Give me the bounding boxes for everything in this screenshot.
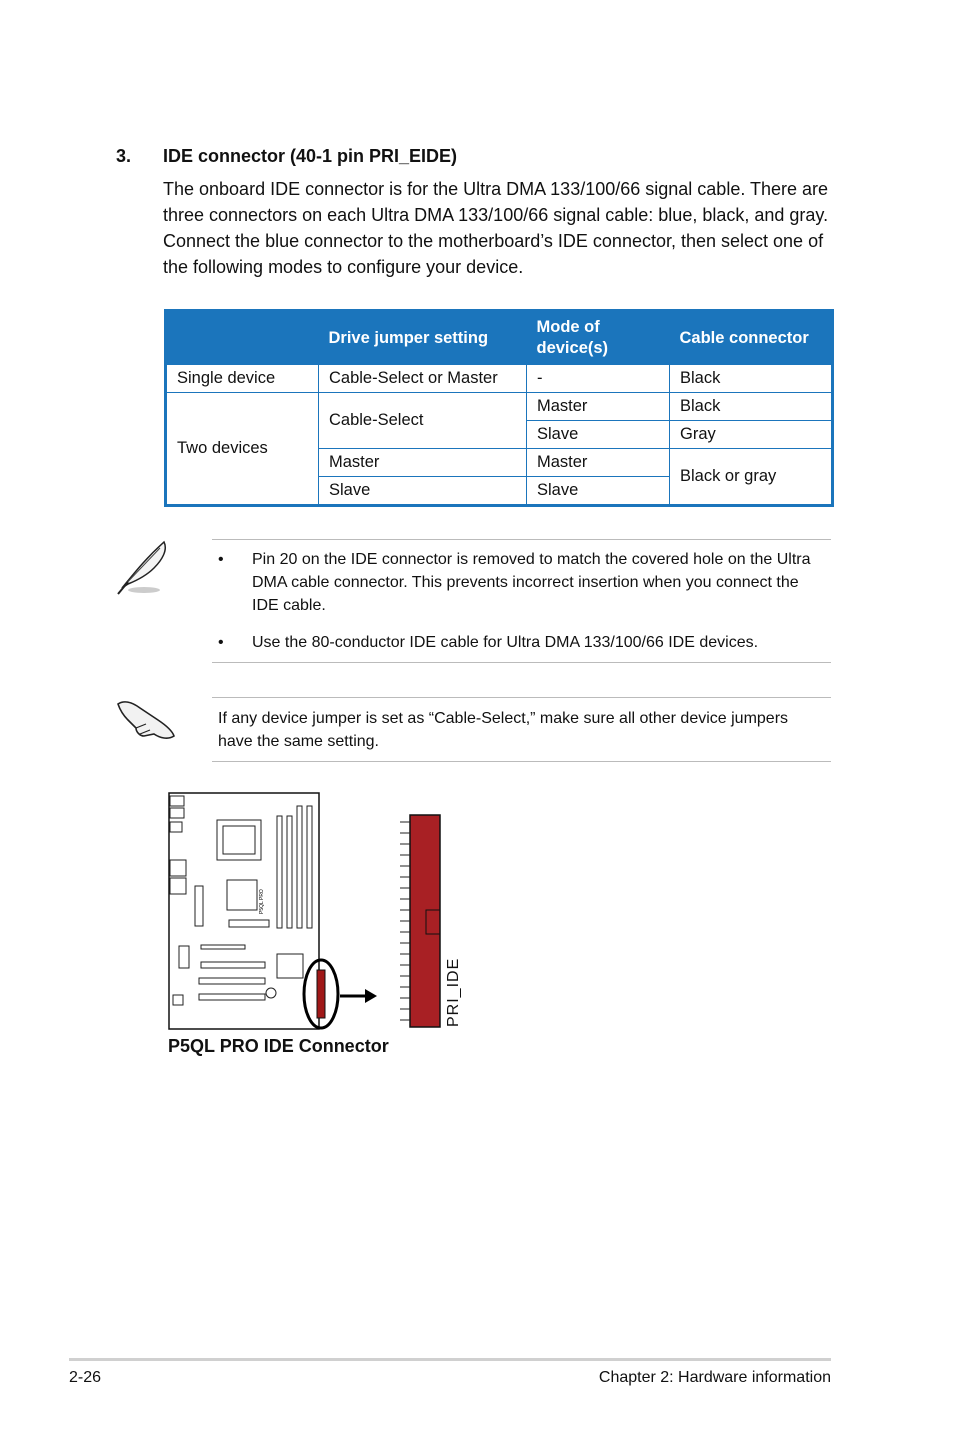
intro-text: The onboard IDE connector is for the Ultra DMA 133/100/66 signal cable. There are three connectors on each Ultra DMA 133/100/66 signal cable: blue, black, and gray. Connect the blue connector to the motherboard’s IDE connector, then select one of the following modes to configure your device.: [163, 179, 829, 277]
section-number: 3.: [116, 146, 132, 166]
ms-connector: Black or gray: [670, 449, 833, 506]
single-device-mode: -: [527, 365, 670, 393]
pri-ide-connector: [410, 815, 440, 1027]
single-device-label: Single device: [166, 365, 319, 393]
connector-pins: [400, 822, 410, 1020]
note-box: [212, 539, 831, 663]
section-title: IDE connector (40-1 pin PRI_EIDE): [163, 146, 458, 166]
single-device-jumper: Cable-Select or Master: [319, 365, 527, 393]
motherboard-diagram: [165, 790, 455, 1035]
figure-caption: P5QL PRO IDE Connector: [168, 1036, 389, 1056]
master-jumper: Master: [319, 449, 527, 477]
pri-ide-label: PRI_IDE: [445, 957, 462, 1027]
chapter-title: Chapter 2: Hardware information: [598, 1369, 831, 1386]
bullet: •: [218, 634, 224, 651]
slave-jumper: Slave: [319, 477, 527, 506]
intro-paragraph: [163, 176, 843, 280]
cs-slave-mode: Slave: [527, 421, 670, 449]
arrow-head: [365, 989, 377, 1003]
cs-master-connector: Black: [670, 393, 833, 421]
two-devices-label: Two devices: [166, 393, 319, 506]
board-silk-text: P5QL PRO: [259, 889, 265, 914]
caution-text: If any device jumper is set as “Cable-Select,” make sure all other device jumpers have the same setting.: [218, 710, 789, 750]
note-text: Pin 20 on the IDE connector is removed to match the covered hole on the Ultra DMA cable connector. This prevents incorrect insertion when you connect the IDE cable.: [252, 551, 811, 614]
cs-slave-connector: Gray: [670, 421, 833, 449]
caution-box: [212, 697, 831, 762]
ide-modes-table: [164, 309, 834, 507]
hand-caution-icon: [114, 694, 178, 742]
ide-connector-on-board: [317, 970, 325, 1018]
slave-mode: Slave: [527, 477, 670, 506]
table-row: [166, 393, 833, 421]
cable-select-jumper: Cable-Select: [319, 393, 527, 449]
footer-rule: [69, 1358, 831, 1361]
cs-master-mode: Master: [527, 393, 670, 421]
table-row: [166, 365, 833, 393]
feather-note-icon: [114, 538, 174, 596]
header-jumper: Drive jumper setting: [319, 311, 527, 365]
header-empty: [166, 311, 319, 365]
header-mode: Mode of device(s): [527, 311, 670, 365]
page-number: 2-26: [69, 1369, 102, 1386]
single-device-connector: Black: [670, 365, 833, 393]
header-connector: Cable connector: [670, 311, 833, 365]
note-text: Use the 80-conductor IDE cable for Ultra DMA 133/100/66 IDE devices.: [252, 634, 759, 651]
master-mode: Master: [527, 449, 670, 477]
bullet: •: [218, 551, 224, 568]
table-header-row: [166, 311, 833, 365]
